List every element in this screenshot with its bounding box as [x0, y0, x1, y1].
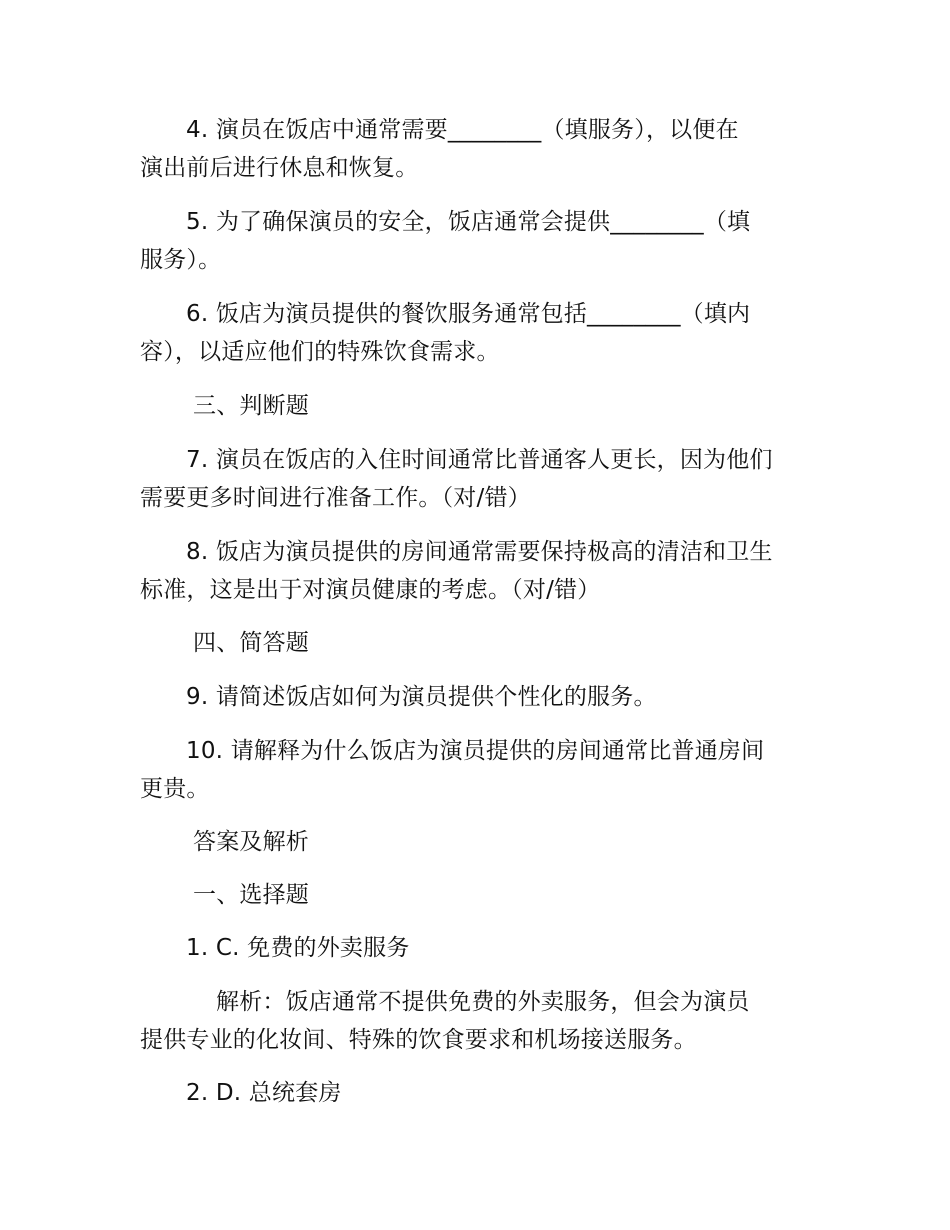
section-heading-multiple-choice: 一、选择题 [193, 882, 309, 908]
section-heading-true-false: 三、判断题 [193, 393, 309, 419]
answer-2-line: 2. D. 总统套房 [186, 1080, 342, 1106]
question-4-line-1: 4. 演员在饭店中通常需要________（填服务），以便在 [186, 117, 739, 143]
question-8-line-1: 8. 饭店为演员提供的房间通常需要保持极高的清洁和卫生 [186, 539, 773, 565]
section-heading-answers: 答案及解析 [193, 829, 309, 855]
answer-1-line: 1. C. 免费的外卖服务 [186, 935, 410, 961]
question-10-line-2: 更贵。 [140, 776, 210, 802]
question-7-line-2: 需要更多时间进行准备工作。（对/错） [140, 485, 531, 511]
question-6-line-2: 容），以适应他们的特殊饮食需求。 [140, 339, 500, 365]
question-9-line: 9. 请简述饭店如何为演员提供个性化的服务。 [186, 684, 657, 710]
question-4-line-2: 演出前后进行休息和恢复。 [140, 155, 419, 181]
analysis-1-line-1: 解析：饭店通常不提供免费的外卖服务，但会为演员 [216, 989, 750, 1015]
question-6-line-1: 6. 饭店为演员提供的餐饮服务通常包括________（填内 [186, 301, 751, 327]
question-5-line-1: 5. 为了确保演员的安全，饭店通常会提供________（填 [186, 209, 751, 235]
question-7-line-1: 7. 演员在饭店的入住时间通常比普通客人更长，因为他们 [186, 447, 773, 473]
question-8-line-2: 标准，这是出于对演员健康的考虑。（对/错） [140, 577, 601, 603]
question-5-line-2: 服务）。 [140, 247, 222, 273]
analysis-1-line-2: 提供专业的化妆间、特殊的饮食要求和机场接送服务。 [140, 1027, 697, 1053]
question-10-line-1: 10. 请解释为什么饭店为演员提供的房间通常比普通房间 [186, 738, 765, 764]
section-heading-short-answer: 四、简答题 [193, 630, 309, 656]
